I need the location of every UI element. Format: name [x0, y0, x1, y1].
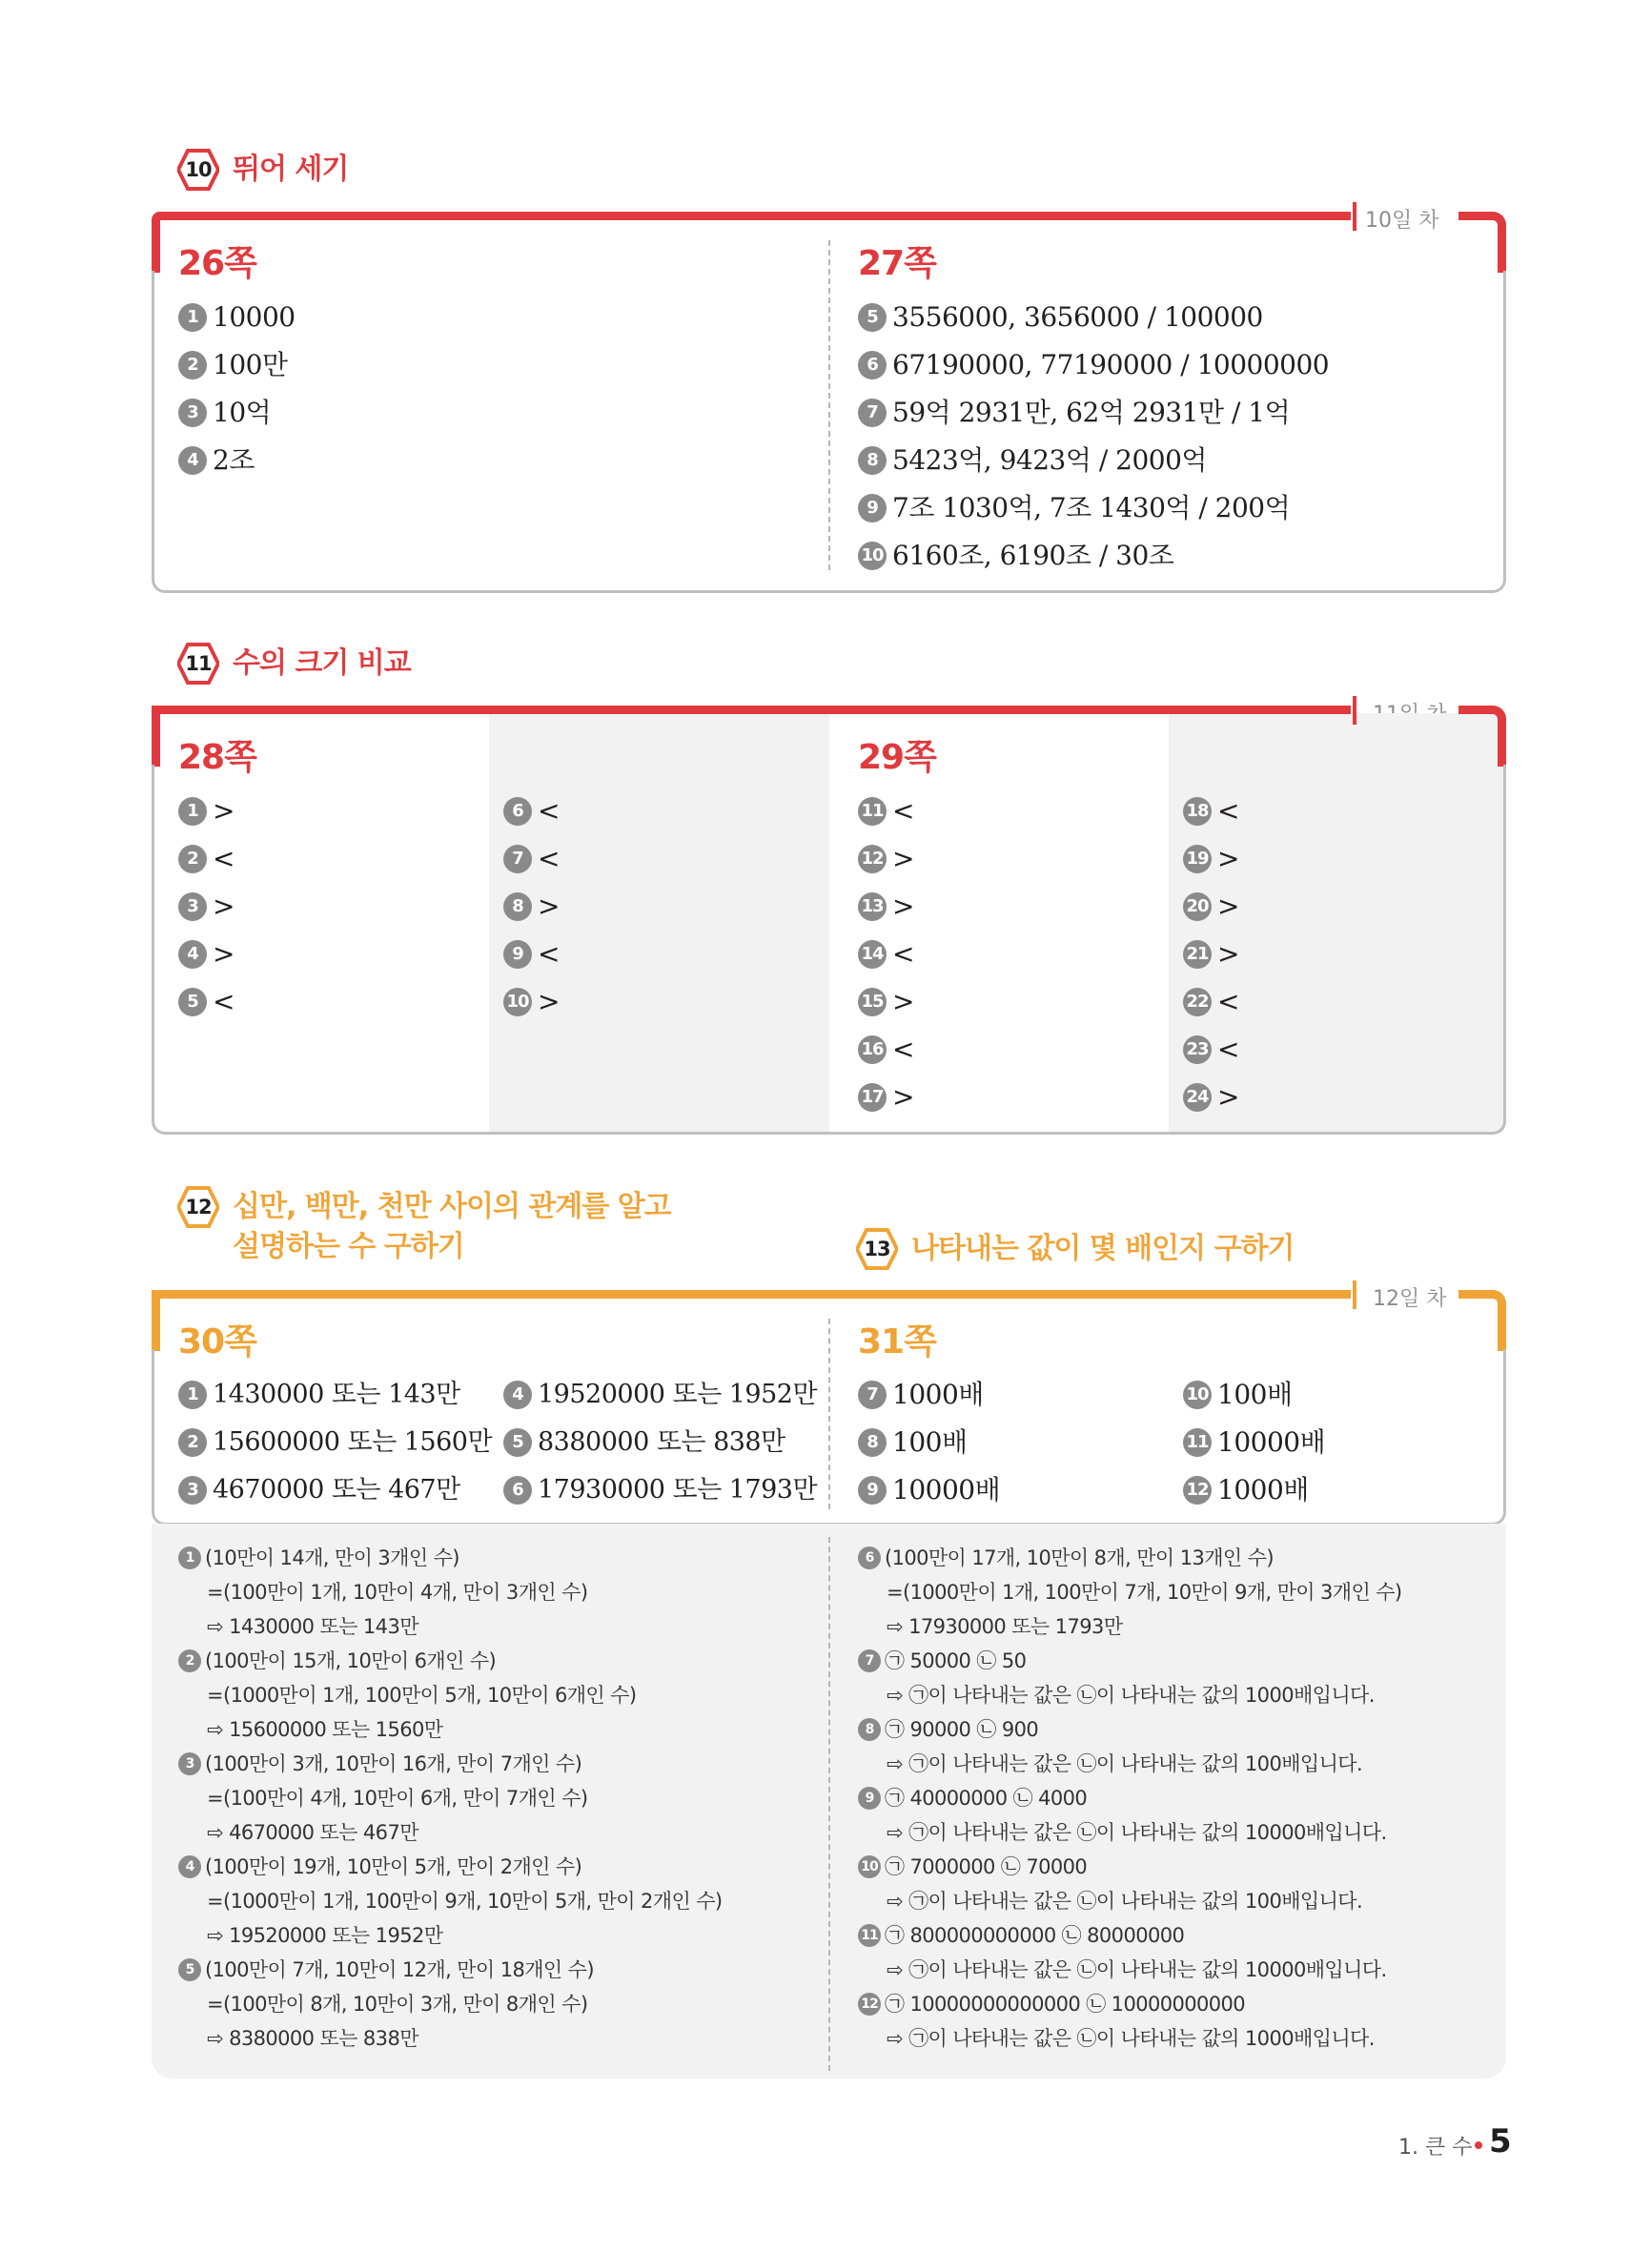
answer-text: 10000: [213, 301, 296, 333]
explanation-text: =(1000만이 1개, 100만이 9개, 10만이 5개, 만이 2개인 수): [207, 1890, 723, 1913]
answer-text: <: [1217, 986, 1239, 1017]
answer-text: >: [213, 938, 235, 970]
answer-item: [858, 795, 914, 828]
explanation-text: ㉠ 10000000000000 ㉡ 10000000000: [885, 1993, 1246, 2016]
explanation-line: [207, 1987, 587, 2021]
section-12-header: [177, 1186, 671, 1268]
explanation-text: (10만이 14개, 만이 3개인 수): [205, 1546, 459, 1569]
answer-item: [178, 843, 235, 875]
answer-item: [503, 891, 560, 923]
explanation-line: [207, 1815, 418, 1850]
answer-item: [858, 349, 1329, 381]
answer-item: [1183, 1081, 1239, 1114]
answer-item: [1183, 891, 1239, 923]
number-badge: 9: [503, 940, 532, 969]
answer-text: <: [538, 938, 560, 970]
explanation-text: (100만이 17개, 10만이 8개, 만이 13개인 수): [885, 1546, 1274, 1569]
number-badge: 9: [858, 1787, 881, 1810]
number-badge: 3: [178, 1752, 201, 1775]
answer-item: [503, 986, 560, 1018]
number-badge: 1: [178, 1381, 207, 1409]
answer-text: >: [1217, 938, 1239, 970]
number-badge: 6: [503, 797, 532, 826]
number-badge: 12: [1183, 1476, 1212, 1505]
answer-item: [178, 891, 235, 923]
answer-item: [503, 1379, 817, 1411]
answer-text: 100만: [213, 349, 288, 380]
answer-item: [858, 1081, 914, 1114]
answer-text: 10000배: [1217, 1426, 1326, 1458]
answer-text: >: [1217, 843, 1239, 874]
answer-text: 1000배: [1217, 1474, 1309, 1505]
number-badge: 10: [858, 1855, 881, 1878]
day-tag: 12일 차: [1373, 1287, 1447, 1311]
answer-item: [178, 986, 235, 1018]
explanation-text: (100만이 7개, 10만이 12개, 만이 18개인 수): [205, 1958, 594, 1981]
number-badge: 7: [858, 399, 887, 427]
bar-corner: [1458, 1290, 1506, 1351]
bar-left-edge: [152, 706, 160, 767]
column-divider: [828, 240, 830, 570]
answer-item: [503, 1426, 785, 1459]
hexagon-number-icon: 13: [856, 1228, 898, 1270]
explanation-line: [207, 1575, 587, 1609]
page-label: 28쪽: [178, 738, 256, 777]
bar-divider: [1353, 202, 1356, 231]
answer-text: >: [213, 891, 235, 922]
answer-item: [858, 1426, 968, 1459]
number-badge: 9: [858, 1476, 887, 1505]
number-badge: 8: [503, 892, 532, 921]
hexagon-number-icon: 10: [177, 149, 219, 191]
number-badge: 19: [1183, 845, 1212, 873]
number-badge: 8: [858, 1718, 881, 1741]
number-badge: 7: [858, 1381, 887, 1409]
number-badge: 3: [178, 892, 207, 921]
number-badge: 2: [178, 1428, 207, 1457]
explanation-line: [178, 1644, 496, 1678]
section-11-header: [177, 643, 411, 685]
number-badge: 4: [178, 446, 207, 475]
number-badge: 1: [178, 1546, 201, 1569]
explanation-line: [207, 2021, 418, 2056]
explanation-text: ⇨ ㉠이 나타내는 값은 ㉡이 나타내는 값의 10000배입니다.: [887, 1821, 1387, 1844]
explanation-text: ⇨ 4670000 또는 467만: [207, 1821, 418, 1844]
answer-item: [178, 938, 235, 971]
answer-text: >: [892, 1081, 914, 1113]
number-badge: 6: [858, 1546, 881, 1569]
number-badge: 8: [858, 1428, 887, 1457]
explanation-line: [858, 1541, 1274, 1575]
explanation-line: [207, 1712, 442, 1747]
answer-text: >: [892, 891, 914, 922]
section-title: 십만, 백만, 천만 사이의 관계를 알고: [233, 1190, 671, 1223]
number-badge: 5: [858, 303, 887, 332]
explanation-line: [887, 2021, 1375, 2056]
answer-item: [858, 843, 914, 875]
number-badge: 11: [1183, 1428, 1212, 1457]
section-10-header: [177, 149, 348, 191]
bar-left-edge: [152, 1290, 160, 1351]
explanation-line: [887, 1678, 1375, 1712]
explanation-line: [887, 1884, 1362, 1918]
explanation-text: ㉠ 50000 ㉡ 50: [885, 1649, 1027, 1672]
answer-text: 10억: [213, 397, 272, 428]
answer-item: [1183, 843, 1239, 875]
answer-text: 8380000 또는 838만: [538, 1427, 785, 1457]
explanation-text: ⇨ ㉠이 나타내는 값은 ㉡이 나타내는 값의 10000배입니다.: [887, 1958, 1387, 1981]
explanation-text: =(100만이 1개, 10만이 4개, 만이 3개인 수): [207, 1581, 588, 1604]
page-label: 29쪽: [858, 738, 936, 777]
answer-item: [503, 1474, 817, 1506]
bar-corner: [1458, 212, 1506, 273]
explanation-line: [178, 1953, 594, 1987]
answer-text: <: [213, 843, 235, 874]
number-badge: 23: [1183, 1035, 1212, 1064]
answer-item: [178, 301, 296, 334]
number-badge: 5: [503, 1428, 532, 1457]
number-badge: 2: [178, 351, 207, 379]
explanation-text: ⇨ ㉠이 나타내는 값은 ㉡이 나타내는 값의 1000배입니다.: [887, 2027, 1375, 2050]
number-badge: 17: [858, 1083, 887, 1112]
answer-text: <: [538, 843, 560, 874]
answer-text: <: [213, 986, 235, 1017]
number-badge: 8: [858, 446, 887, 475]
answer-item: [858, 891, 914, 923]
answer-text: <: [1217, 795, 1239, 827]
explanation-line: [858, 1644, 1026, 1678]
answer-text: 19520000 또는 1952만: [538, 1380, 818, 1409]
explanation-line: [858, 1918, 1184, 1953]
explanation-line: [858, 1781, 1087, 1815]
answer-text: 17930000 또는 1793만: [538, 1475, 818, 1505]
number-badge: 10: [503, 988, 532, 1016]
answer-item: [858, 397, 1290, 429]
explanation-text: ⇨ ㉠이 나타내는 값은 ㉡이 나타내는 값의 100배입니다.: [887, 1752, 1363, 1775]
bar-divider: [1353, 1280, 1356, 1309]
number-badge: 2: [178, 845, 207, 873]
answer-text: 100배: [1217, 1379, 1293, 1410]
explanation-line: [858, 1987, 1245, 2021]
hexagon-number-icon: 11: [177, 643, 219, 685]
explanation-text: ㉠ 90000 ㉡ 900: [885, 1718, 1039, 1741]
number-badge: 22: [1183, 988, 1212, 1016]
number-badge: 14: [858, 940, 887, 969]
number-badge: 5: [178, 1958, 201, 1981]
answer-text: 10000배: [892, 1474, 1001, 1505]
explanation-text: ⇨ 15600000 또는 1560만: [207, 1718, 443, 1741]
explanation-text: ㉠ 800000000000 ㉡ 80000000: [885, 1924, 1185, 1947]
answer-text: 100배: [892, 1426, 968, 1458]
number-badge: 12: [858, 845, 887, 873]
answer-item: [1183, 1426, 1325, 1459]
answer-text: >: [1217, 1081, 1239, 1113]
section-title: 뛰어 세기: [233, 153, 349, 186]
number-badge: 13: [858, 892, 887, 921]
answer-item: [1183, 1474, 1309, 1506]
explanation-line: [858, 1712, 1038, 1747]
answer-text: <: [892, 1034, 914, 1065]
number-badge: 11: [858, 1924, 881, 1947]
answer-text: 4670000 또는 467만: [213, 1475, 460, 1505]
explanation-text: =(100만이 8개, 10만이 3개, 만이 8개인 수): [207, 1993, 588, 2016]
number-badge: 20: [1183, 892, 1212, 921]
answer-item: [178, 795, 235, 828]
page-label: 31쪽: [858, 1322, 936, 1362]
page-label: 30쪽: [178, 1322, 256, 1362]
explanation-line: [178, 1541, 459, 1575]
number-badge: 4: [178, 940, 207, 969]
answer-item: [1183, 938, 1239, 971]
answer-text: 15600000 또는 1560만: [213, 1427, 493, 1457]
explanation-text: =(1000만이 1개, 100만이 5개, 10만이 6개인 수): [207, 1684, 637, 1707]
number-badge: 9: [858, 494, 887, 522]
answer-text: 1430000 또는 143만: [213, 1380, 460, 1409]
answer-text: 59억 2931만, 62억 2931만 / 1억: [892, 397, 1291, 428]
column-divider: [828, 1537, 830, 2071]
number-badge: 21: [1183, 940, 1212, 969]
answer-text: >: [538, 891, 560, 922]
explanation-text: ⇨ 8380000 또는 838만: [207, 2027, 418, 2050]
explanation-line: [207, 1781, 587, 1815]
answer-item: [178, 397, 271, 429]
answer-text: <: [892, 938, 914, 970]
answer-item: [858, 938, 914, 971]
number-badge: 15: [858, 988, 887, 1016]
explanation-text: (100만이 19개, 10만이 5개, 만이 2개인 수): [205, 1855, 582, 1878]
number-badge: 16: [858, 1035, 887, 1064]
explanation-line: [887, 1609, 1122, 1644]
explanation-text: ㉠ 40000000 ㉡ 4000: [885, 1787, 1088, 1810]
answer-text: 3556000, 3656000 / 100000: [892, 301, 1263, 333]
explanation-text: ⇨ 1430000 또는 143만: [207, 1615, 418, 1638]
answer-text: 67190000, 77190000 / 10000000: [892, 349, 1330, 380]
explanation-line: [207, 1609, 418, 1644]
answer-text: >: [213, 795, 235, 827]
number-badge: 6: [858, 351, 887, 379]
explanation-text: (100만이 3개, 10만이 16개, 만이 7개인 수): [205, 1752, 582, 1775]
answer-item: [178, 1379, 460, 1411]
answer-text: >: [892, 986, 914, 1017]
section-title: 수의 크기 비교: [233, 646, 411, 680]
number-badge: 3: [178, 399, 207, 427]
section-13-header: [856, 1228, 1295, 1270]
answer-text: >: [1217, 891, 1239, 922]
number-badge: 24: [1183, 1083, 1212, 1112]
number-badge: 3: [178, 1476, 207, 1505]
bar-corner: [1458, 706, 1506, 767]
chapter-label: 1. 큰 수: [1398, 2136, 1473, 2160]
answer-item: [858, 492, 1290, 524]
explanation-text: ⇨ ㉠이 나타내는 값은 ㉡이 나타내는 값의 100배입니다.: [887, 1890, 1363, 1913]
explanation-text: (100만이 15개, 10만이 6개인 수): [205, 1649, 497, 1672]
answer-item: [858, 540, 1173, 572]
explanation-line: [178, 1747, 581, 1781]
answer-item: [858, 301, 1263, 334]
explanation-text: =(100만이 4개, 10만이 6개, 만이 7개인 수): [207, 1787, 588, 1810]
number-badge: 10: [858, 542, 887, 570]
answer-item: [1183, 1379, 1293, 1411]
answer-item: [1183, 795, 1239, 828]
answer-text: >: [538, 986, 560, 1017]
number-badge: 11: [858, 797, 887, 826]
explanation-line: [207, 1884, 723, 1918]
explanation-line: [887, 1747, 1362, 1781]
hexagon-number-icon: 12: [177, 1186, 219, 1228]
answer-item: [178, 1426, 492, 1459]
bullet-dot-icon: [1475, 2141, 1482, 2149]
section-title: 나타내는 값이 몇 배인지 구하기: [911, 1232, 1295, 1265]
number-badge: 12: [858, 1993, 881, 2016]
explanation-text: ⇨ ㉠이 나타내는 값은 ㉡이 나타내는 값의 1000배입니다.: [887, 1684, 1375, 1707]
answer-item: [858, 986, 914, 1018]
answer-text: 7조 1030억, 7조 1430억 / 200억: [892, 492, 1291, 523]
section-bar: [152, 706, 1351, 714]
explanation-line: [887, 1953, 1387, 1987]
section-title: 설명하는 수 구하기: [233, 1230, 464, 1263]
number-badge: 18: [1183, 797, 1212, 826]
explanation-line: [178, 1850, 581, 1884]
answer-item: [858, 1474, 1000, 1506]
number-badge: 6: [503, 1476, 532, 1505]
answer-text: <: [538, 795, 560, 827]
answer-item: [1183, 986, 1239, 1018]
answer-item: [858, 1379, 984, 1411]
page-label: 26쪽: [178, 244, 256, 283]
answer-text: 6160조, 6190조 / 30조: [892, 540, 1174, 571]
number-badge: 4: [178, 1855, 201, 1878]
explanation-line: [887, 1575, 1402, 1609]
number-badge: 7: [858, 1649, 881, 1672]
answer-item: [503, 795, 560, 828]
answer-text: 5423억, 9423억 / 2000억: [892, 444, 1207, 476]
number-badge: 5: [178, 988, 207, 1016]
explanation-line: [887, 1815, 1387, 1850]
explanation-text: ⇨ 17930000 또는 1793만: [887, 1615, 1123, 1638]
answer-item: [858, 444, 1207, 477]
answer-item: [858, 1034, 914, 1066]
explanation-text: =(1000만이 1개, 100만이 7개, 10만이 9개, 만이 3개인 수): [887, 1581, 1402, 1604]
column-divider: [828, 1319, 830, 1509]
number-badge: 10: [1183, 1381, 1212, 1409]
answer-item: [178, 349, 288, 381]
explanation-text: ㉠ 7000000 ㉡ 70000: [885, 1855, 1088, 1878]
answer-text: >: [892, 843, 914, 874]
day-tag: 10일 차: [1365, 209, 1439, 233]
section-bar: [152, 212, 1351, 220]
answer-box: [152, 765, 1506, 1135]
number-badge: 1: [178, 303, 207, 332]
answer-item: [178, 444, 255, 477]
bar-divider: [1353, 696, 1356, 725]
explanation-line: [858, 1850, 1087, 1884]
answer-text: <: [892, 795, 914, 827]
number-badge: 1: [178, 797, 207, 826]
explanation-line: [207, 1918, 442, 1953]
answer-text: <: [1217, 1034, 1239, 1065]
page-label: 27쪽: [858, 244, 936, 283]
number-badge: 7: [503, 845, 532, 873]
explanation-text: ⇨ 19520000 또는 1952만: [207, 1924, 443, 1947]
section-bar: [152, 1290, 1351, 1299]
number-badge: 2: [178, 1649, 201, 1672]
answer-item: [1183, 1034, 1239, 1066]
answer-text: 1000배: [892, 1379, 984, 1410]
page-number: 5: [1489, 2122, 1512, 2161]
answer-text: 2조: [213, 444, 255, 476]
answer-item: [178, 1474, 460, 1506]
answer-item: [503, 843, 560, 875]
explanation-line: [207, 1678, 636, 1712]
bar-left-edge: [152, 212, 160, 273]
answer-item: [503, 938, 560, 971]
number-badge: 4: [503, 1381, 532, 1409]
